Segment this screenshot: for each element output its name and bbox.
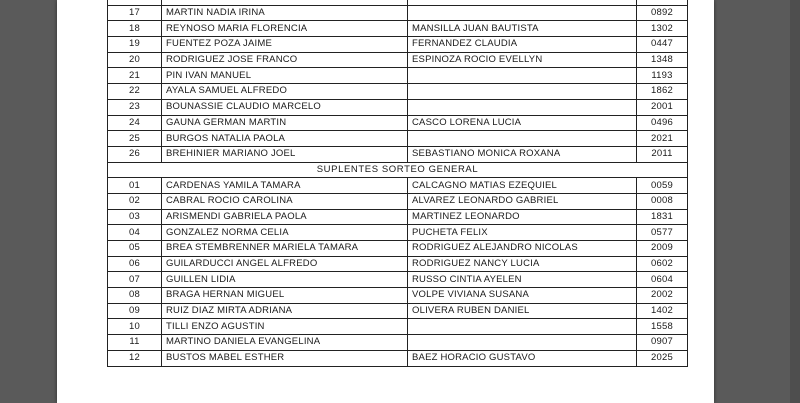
cell-alternate: ALVAREZ LEONARDO GABRIEL <box>408 193 637 209</box>
cell-code: 1302 <box>637 21 688 37</box>
cell-number: 05 <box>108 241 162 257</box>
cell-alternate: RODRIGUEZ ALEJANDRO NICOLAS <box>408 241 637 257</box>
cell-code: 2001 <box>637 99 688 115</box>
cell-number: 22 <box>108 84 162 100</box>
cell-number: 24 <box>108 115 162 131</box>
cell-code: 2011 <box>637 146 688 162</box>
table-row <box>108 21 688 37</box>
cell-name: BREHINIER MARIANO JOEL <box>162 146 408 162</box>
table-row <box>108 319 688 335</box>
cell-number: 21 <box>108 68 162 84</box>
cell-number: 10 <box>108 319 162 335</box>
cell-alternate <box>408 68 637 84</box>
cell-number: 26 <box>108 146 162 162</box>
cell-code: 1862 <box>637 84 688 100</box>
cell-number: 19 <box>108 37 162 53</box>
cell-name: ARISMENDI GABRIELA PAOLA <box>162 209 408 225</box>
table-row <box>108 5 688 21</box>
table-row <box>108 99 688 115</box>
cell-number: 06 <box>108 256 162 272</box>
table-row <box>108 52 688 68</box>
table-row <box>108 225 688 241</box>
cell-code: 0604 <box>637 272 688 288</box>
cell-code: 2021 <box>637 131 688 147</box>
cell-alternate: VOLPE VIVIANA SUSANA <box>408 288 637 304</box>
table-row <box>108 303 688 319</box>
cell-alternate: PUCHETA FELIX <box>408 225 637 241</box>
table-row <box>108 288 688 304</box>
cell-name: REYNOSO MARIA FLORENCIA <box>162 21 408 37</box>
cell-code: 1402 <box>637 303 688 319</box>
cell-name: GUILLEN LIDIA <box>162 272 408 288</box>
cell-name: TILLI ENZO AGUSTIN <box>162 319 408 335</box>
cell-name: PIN IVAN MANUEL <box>162 68 408 84</box>
cell-alternate: BAEZ HORACIO GUSTAVO <box>408 350 637 366</box>
document-page <box>57 0 714 403</box>
cell-name: CARDENAS YAMILA TAMARA <box>162 178 408 194</box>
section-row <box>108 162 688 178</box>
cell-alternate: SEBASTIANO MONICA ROXANA <box>408 146 637 162</box>
cell-alternate: RUSSO CINTIA AYELEN <box>408 272 637 288</box>
cell-name: BURGOS NATALIA PAOLA <box>162 131 408 147</box>
roster-table <box>107 0 688 367</box>
cell-alternate <box>408 131 637 147</box>
cell-alternate <box>408 319 637 335</box>
table-row <box>108 193 688 209</box>
cell-name: AYALA SAMUEL ALFREDO <box>162 84 408 100</box>
cell-name: MARTINO DANIELA EVANGELINA <box>162 335 408 351</box>
cell-number: 07 <box>108 272 162 288</box>
cell-number: 02 <box>108 193 162 209</box>
cell-code: 0602 <box>637 256 688 272</box>
cell-code: 1348 <box>637 52 688 68</box>
cell-number: 08 <box>108 288 162 304</box>
roster-table-body <box>108 0 688 366</box>
table-row <box>108 146 688 162</box>
cell-number: 12 <box>108 350 162 366</box>
cell-name: RUIZ DIAZ MIRTA ADRIANA <box>162 303 408 319</box>
table-row <box>108 256 688 272</box>
cell-code: 1831 <box>637 209 688 225</box>
cell-number: 17 <box>108 5 162 21</box>
cell-number: 18 <box>108 21 162 37</box>
cell-name: RODRIGUEZ JOSE FRANCO <box>162 52 408 68</box>
cell-name: BRAGA HERNAN MIGUEL <box>162 288 408 304</box>
cell-code: 2009 <box>637 241 688 257</box>
cell-name: FUENTEZ POZA JAIME <box>162 37 408 53</box>
table-row <box>108 350 688 366</box>
cell-number: 03 <box>108 209 162 225</box>
table-row <box>108 37 688 53</box>
cell-code: 2002 <box>637 288 688 304</box>
cell-code: 0059 <box>637 178 688 194</box>
cell-name: BOUNASSIE CLAUDIO MARCELO <box>162 99 408 115</box>
table-row <box>108 241 688 257</box>
cell-alternate <box>408 335 637 351</box>
viewer-scrollbar[interactable] <box>790 0 800 403</box>
cell-code: 2025 <box>637 350 688 366</box>
cell-alternate: CASCO LORENA LUCIA <box>408 115 637 131</box>
cell-code: 0907 <box>637 335 688 351</box>
cell-name: BREA STEMBRENNER MARIELA TAMARA <box>162 241 408 257</box>
cell-alternate: RODRIGUEZ NANCY LUCIA <box>408 256 637 272</box>
table-row <box>108 84 688 100</box>
cell-alternate <box>408 5 637 21</box>
cell-alternate: MANSILLA JUAN BAUTISTA <box>408 21 637 37</box>
cell-code: 0892 <box>637 5 688 21</box>
table-row <box>108 115 688 131</box>
table-row <box>108 272 688 288</box>
table-row <box>108 335 688 351</box>
cell-name: MARTIN NADIA IRINA <box>162 5 408 21</box>
cell-code: 1558 <box>637 319 688 335</box>
cell-number: 11 <box>108 335 162 351</box>
cell-code: 0447 <box>637 37 688 53</box>
cell-code: 1193 <box>637 68 688 84</box>
section-title: SUPLENTES SORTEO GENERAL <box>108 162 688 178</box>
cell-number: 25 <box>108 131 162 147</box>
cell-name: GUILARDUCCI ANGEL ALFREDO <box>162 256 408 272</box>
table-row <box>108 131 688 147</box>
table-row <box>108 209 688 225</box>
cell-number: 09 <box>108 303 162 319</box>
cell-name: BUSTOS MABEL ESTHER <box>162 350 408 366</box>
cell-name: GONZALEZ NORMA CELIA <box>162 225 408 241</box>
cell-alternate: CALCAGNO MATIAS EZEQUIEL <box>408 178 637 194</box>
cell-alternate: ESPINOZA ROCIO EVELLYN <box>408 52 637 68</box>
cell-number: 23 <box>108 99 162 115</box>
cell-number: 20 <box>108 52 162 68</box>
cell-name: GAUNA GERMAN MARTIN <box>162 115 408 131</box>
cell-name: CABRAL ROCIO CAROLINA <box>162 193 408 209</box>
cell-number: 01 <box>108 178 162 194</box>
table-row <box>108 178 688 194</box>
cell-code: 0496 <box>637 115 688 131</box>
cell-alternate <box>408 99 637 115</box>
cell-code: 0008 <box>637 193 688 209</box>
table-row <box>108 68 688 84</box>
cell-code: 0577 <box>637 225 688 241</box>
cell-alternate: FERNANDEZ CLAUDIA <box>408 37 637 53</box>
cell-alternate: MARTINEZ LEONARDO <box>408 209 637 225</box>
cell-number: 04 <box>108 225 162 241</box>
cell-alternate: OLIVERA RUBEN DANIEL <box>408 303 637 319</box>
cell-alternate <box>408 84 637 100</box>
